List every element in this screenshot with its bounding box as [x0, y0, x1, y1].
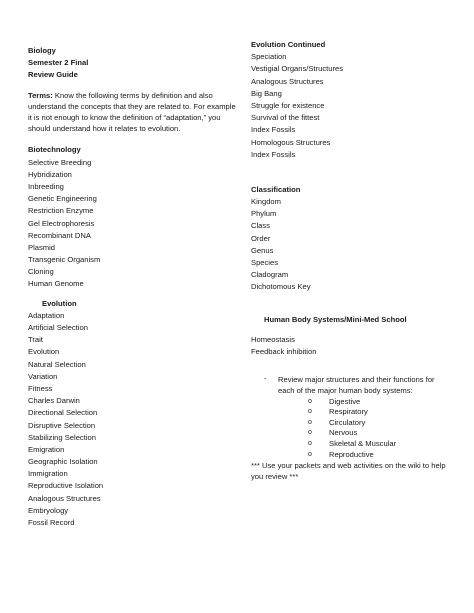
list-item: Speciation	[251, 52, 287, 62]
list-item: Species	[251, 258, 279, 267]
list-item: Selective Breeding	[28, 157, 92, 167]
list-item: Artificial Selection	[28, 323, 88, 332]
terms-text: Know the following terms by definition and also understand the concepts that they are related to. For example it is not enough to know the definition of “adaptation,” you should understand how it relates to evolution.	[28, 90, 236, 134]
sub-list-label: Nervous	[329, 428, 358, 438]
list-item: Disruptive Selection	[28, 420, 96, 430]
evolution-list	[28, 310, 238, 529]
list-item: Evolution	[28, 347, 60, 357]
list-item: Cladogram	[251, 270, 289, 280]
list-item: Survival of the fittest	[251, 113, 320, 123]
list-item: Homeostasis	[251, 334, 295, 344]
review-footer: *** Use your packets and web activities on the wiki to help you review ***	[251, 461, 446, 482]
list-item: Index Fossils	[251, 149, 296, 159]
list-item: Human Genome	[28, 279, 84, 289]
terms-intro	[28, 90, 238, 135]
list-item: Analogous Structures	[251, 76, 324, 86]
sub-bullet-marker: o	[308, 439, 312, 447]
sub-list-label: Skeletal & Muscular	[329, 438, 397, 448]
list-item: Struggle for existence	[251, 100, 325, 110]
body-systems-heading: Human Body Systems/Mini-Med School	[264, 314, 407, 324]
body-systems-sublist	[251, 397, 451, 461]
list-item: Genetic Engineering	[28, 194, 97, 204]
evolution-continued-list	[251, 51, 451, 161]
list-item: Vestigial Organs/Structures	[251, 64, 344, 74]
list-item: Index Fossils	[251, 125, 296, 135]
list-item: Genus	[251, 245, 274, 255]
review-bullet	[251, 374, 451, 396]
list-item: Plasmid	[28, 242, 56, 252]
classification-list	[251, 196, 451, 294]
list-item: Charles Darwin	[28, 396, 80, 406]
sub-list-item	[251, 407, 451, 418]
list-item: Geographic Isolation	[28, 457, 98, 467]
list-item: Embryology	[28, 505, 69, 515]
sub-bullet-marker: o	[308, 418, 312, 426]
semester-title: Semester 2 Final	[28, 58, 89, 68]
list-item: Emigration	[28, 444, 65, 454]
biotech-list	[28, 157, 238, 291]
list-item: Natural Selection	[28, 359, 86, 369]
terms-label: Terms:	[28, 90, 53, 100]
list-item: Class	[251, 221, 270, 231]
sub-list-item	[251, 439, 451, 450]
sub-list-item	[251, 428, 451, 439]
list-item: Immigration	[28, 469, 68, 479]
evolution-continued-heading: Evolution Continued	[251, 40, 326, 49]
list-item: Restriction Enzyme	[28, 206, 94, 216]
list-item: Directional Selection	[28, 408, 98, 418]
guide-title: Review Guide	[28, 70, 78, 80]
sub-list-label: Respiratory	[329, 407, 368, 417]
sub-list-item	[251, 450, 451, 461]
sub-bullet-marker: o	[308, 450, 312, 458]
sub-bullet-marker: o	[308, 408, 312, 416]
sub-bullet-marker: o	[308, 429, 312, 437]
list-item: Dichotomous Key	[251, 282, 311, 292]
sub-list-label: Digestive	[329, 396, 361, 406]
list-item: Trait	[28, 335, 43, 345]
list-item: Kingdom	[251, 197, 281, 207]
list-item: Variation	[28, 371, 58, 381]
list-item: Reproductive Isolation	[28, 481, 104, 491]
classification-heading: Classification	[251, 184, 301, 194]
list-item: Adaptation	[28, 310, 65, 320]
list-item: Inbreeding	[28, 181, 64, 191]
list-item: Transgenic Organism	[28, 255, 101, 265]
list-item: Fossil Record	[28, 518, 75, 527]
biotech-heading: Biotechnology	[28, 145, 81, 155]
sub-list-item	[251, 418, 451, 429]
list-item: Gel Electrophoresis	[28, 218, 95, 228]
list-item: Hybridization	[28, 169, 72, 179]
sub-bullet-marker: o	[308, 397, 312, 405]
list-item: Fitness	[28, 383, 53, 393]
list-item: Feedback inhibition	[251, 346, 317, 356]
right-column	[251, 39, 451, 483]
body-systems-list	[251, 334, 451, 358]
list-item: Order	[251, 233, 271, 243]
sub-list-item	[251, 397, 451, 408]
left-column	[28, 45, 238, 529]
list-item: Big Bang	[251, 88, 282, 98]
list-item: Cloning	[28, 267, 54, 277]
list-item: Homologous Structures	[251, 137, 331, 147]
list-item: Analogous Structures	[28, 493, 101, 503]
list-item: Phylum	[251, 209, 277, 219]
bullet-dash: -	[264, 374, 267, 384]
list-item: Stabilizing Selection	[28, 432, 96, 442]
evolution-heading: Evolution	[42, 298, 77, 308]
list-item: Recombinant DNA	[28, 230, 91, 240]
review-instruction: Review major structures and their functions for each of the major human body systems:	[278, 375, 435, 396]
sub-list-label: Reproductive	[329, 449, 374, 459]
course-title: Biology	[28, 46, 56, 55]
sub-list-label: Circulatory	[329, 417, 366, 427]
